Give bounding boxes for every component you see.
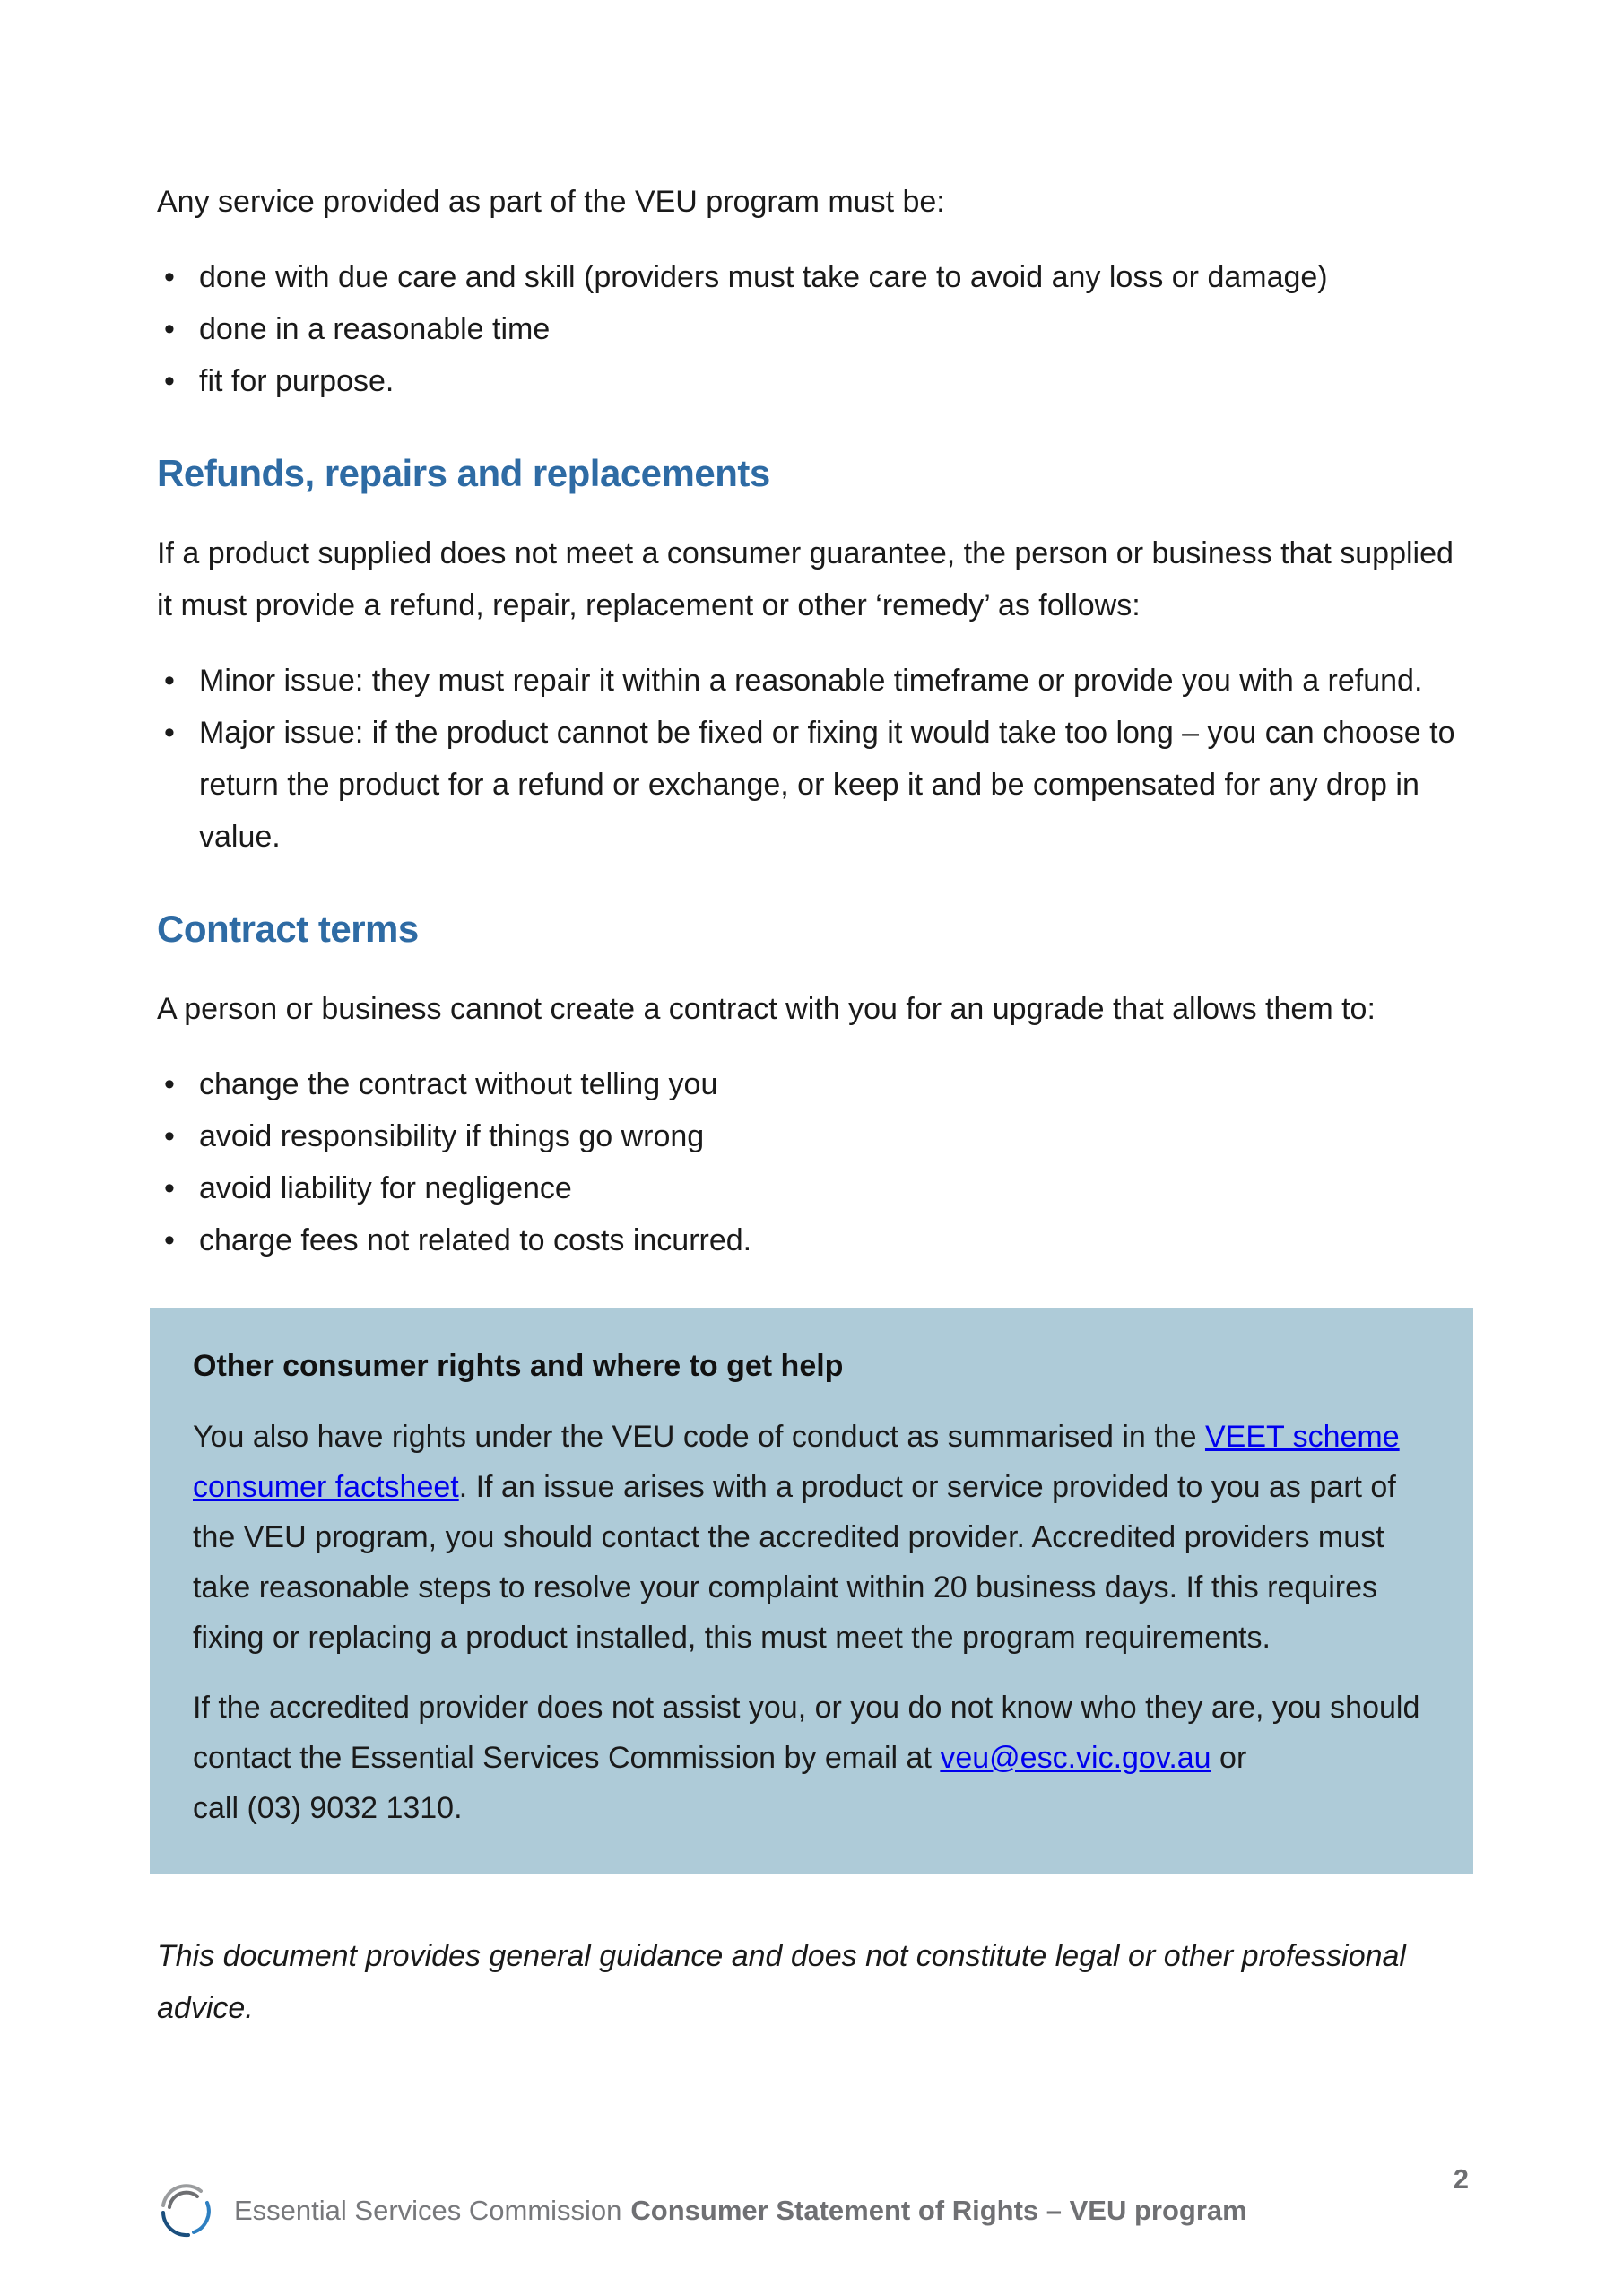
callout-paragraph-1: [193, 1412, 1434, 1663]
list-item: [157, 707, 1475, 863]
page-number: 2: [1453, 2163, 1469, 2195]
list-item: [157, 1058, 1475, 1110]
contract-terms-lead: A person or business cannot create a contract with you for an upgrade that allows them to:: [157, 992, 1376, 1026]
footer-doc-title: Consumer Statement of Rights – VEU program: [630, 2195, 1247, 2226]
veu-email-link[interactable]: veu@esc.vic.gov.au: [940, 1741, 1211, 1775]
footer-org-name: Essential Services Commission: [234, 2195, 622, 2226]
callout-paragraph-2: [193, 1683, 1434, 1833]
list-item: [157, 251, 1475, 303]
section-heading-contract-terms: Contract terms: [157, 908, 419, 950]
intro-lead: Any service provided as part of the VEU program must be:: [157, 185, 945, 219]
callout-text: If the accredited provider does not assist you, or you do not know who they are, you should contact the Essential Services Commission by email at: [193, 1691, 1420, 1775]
list-item: [157, 1110, 1475, 1162]
callout-text: You also have rights under the VEU code of conduct as summarised in the: [193, 1420, 1205, 1454]
link-text[interactable]: VEET scheme: [1204, 1420, 1400, 1454]
refunds-lead: If a product supplied does not meet a consumer guarantee, the person or business that supplied it must provide a refund, repair, replacement or other ‘remedy’ as follows:: [157, 536, 1454, 622]
esc-logo-icon: [157, 2181, 214, 2240]
list-item-text: charge fees not related to costs incurred.: [199, 1223, 752, 1257]
callout-box: [150, 1308, 1473, 1874]
intro-bullet-list: [157, 251, 1475, 407]
list-item: [157, 1162, 1475, 1214]
list-item-text: Minor issue: they must repair it within a reasonable timeframe or provide you with a refund.: [199, 664, 1423, 698]
list-item-text: avoid responsibility if things go wrong: [199, 1119, 705, 1153]
list-item-text: Major issue: if the product cannot be fixed or fixing it would take too long – you can choose to return the product for a refund or exchange, or keep it and be compensated for any drop in value.: [199, 716, 1455, 854]
section-heading-refunds: Refunds, repairs and replacements: [157, 452, 770, 494]
list-item: [157, 355, 1475, 407]
list-item: [157, 1214, 1475, 1266]
callout-text: . If an issue arises with a product or service provided to you as part of the VEU program, you should contact the accredited provider. Accredited providers must take reasonable steps to resolve your complaint within 20 business days. If this requires fixing or replacing a product installed, this must meet the program requirements.: [193, 1470, 1396, 1655]
list-item: [157, 655, 1475, 707]
page-footer: [157, 2181, 1475, 2240]
link-text[interactable]: consumer factsheet: [193, 1470, 459, 1504]
list-item-text: change the contract without telling you: [199, 1067, 718, 1101]
callout-heading: Other consumer rights and where to get help: [193, 1349, 844, 1383]
list-item-text: done in a reasonable time: [199, 312, 551, 346]
list-item-text: fit for purpose.: [199, 364, 395, 398]
disclaimer-text: This document provides general guidance and does not constitute legal or other professional advice.: [157, 1939, 1406, 2025]
contract-terms-bullet-list: [157, 1058, 1475, 1266]
list-item-text: done with due care and skill (providers must take care to avoid any loss or damage): [199, 260, 1328, 294]
refunds-bullet-list: [157, 655, 1475, 863]
list-item-text: avoid liability for negligence: [199, 1171, 572, 1205]
list-item: [157, 303, 1475, 355]
callout-text: call (03) 9032 1310.: [193, 1791, 463, 1825]
callout-text: or: [1211, 1741, 1247, 1775]
